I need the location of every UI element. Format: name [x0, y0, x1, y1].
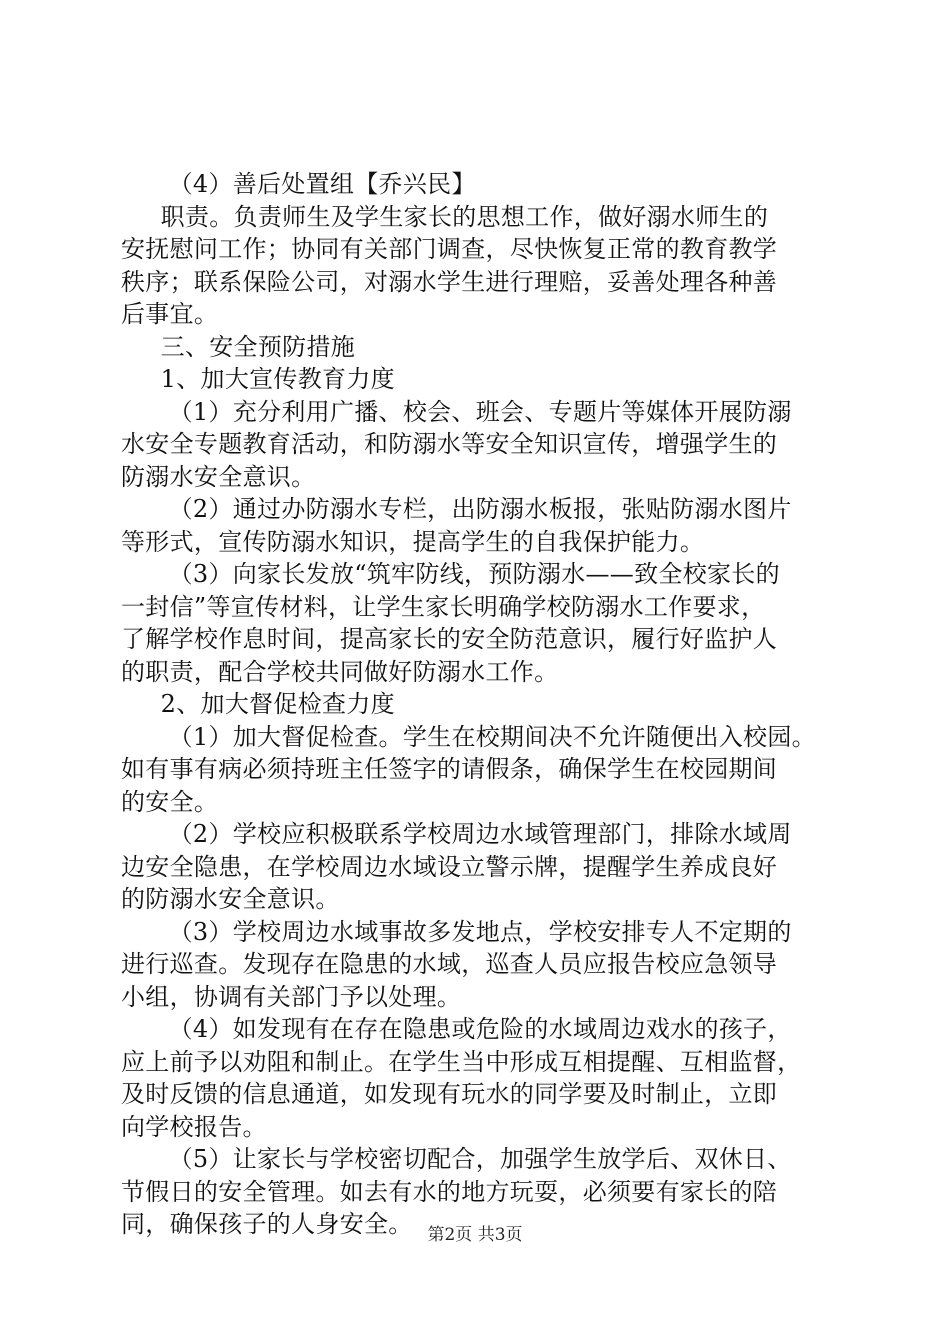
- text-line: （5）让家长与学校密切配合，加强学生放学后、双休日、: [121, 1145, 792, 1173]
- text-line: 节假日的安全管理。如去有水的地方玩耍，必须要有家长的陪: [121, 1177, 778, 1206]
- text-line: 及时反馈的信息通道，如发现有玩水的同学要及时制止，立即: [121, 1080, 778, 1108]
- text-line: 向学校报告。: [121, 1112, 267, 1141]
- text-line: 了解学校作息时间，提高家长的安全防范意识，履行好监护人: [121, 625, 778, 653]
- text-line: （3）向家长发放“筑牢防线，预防溺水——致全校家长的: [121, 560, 780, 588]
- text-line: 等形式，宣传防溺水知识，提高学生的自我保护能力。: [121, 527, 705, 556]
- text-line: 安抚慰问工作；协同有关部门调查，尽快恢复正常的教育教学: [121, 235, 778, 263]
- text-line: 2、加大督促检查力度: [121, 690, 395, 718]
- text-line: 水安全专题教育活动，和防溺水等安全知识宣传，增强学生的: [121, 430, 778, 458]
- text-line: 一封信”等宣传材料，让学生家长明确学校防溺水工作要求，: [121, 592, 766, 621]
- text-line: 1、加大宣传教育力度: [121, 365, 395, 393]
- text-line: 应上前予以劝阻和制止。在学生当中形成互相提醒、互相监督，: [121, 1047, 802, 1076]
- text-line: 边安全隐患，在学校周边水域设立警示牌，提醒学生养成良好: [121, 852, 778, 881]
- text-line: 的职责，配合学校共同做好防溺水工作。: [121, 657, 559, 686]
- document-body: [121, 168, 841, 1241]
- text-line: （4）善后处置组【乔兴民】: [121, 170, 476, 198]
- text-line: （2）通过办防溺水专栏，出防溺水板报，张贴防溺水图片: [121, 495, 792, 523]
- text-line: 后事宜。: [121, 300, 219, 328]
- text-line: （3）学校周边水域事故多发地点，学校安排专人不定期的: [121, 917, 792, 946]
- text-line: 三、安全预防措施: [121, 332, 356, 361]
- text-line: （1）加大督促检查。学生在校期间决不允许随便出入校园。: [121, 722, 816, 751]
- text-line: 的防溺水安全意识。: [121, 885, 340, 913]
- text-line: 如有事有病必须持班主任签字的请假条，确保学生在校园期间: [121, 755, 778, 783]
- text-line: 的安全。: [121, 787, 219, 816]
- text-line: 同，确保孩子的人身安全。: [121, 1210, 413, 1238]
- text-line: 秩序；联系保险公司，对溺水学生进行理赔，妥善处理各种善: [121, 267, 778, 296]
- text-line: （1）充分利用广播、校会、班会、专题片等媒体开展防溺: [121, 397, 792, 426]
- text-line: 职责。负责师生及学生家长的思想工作，做好溺水师生的: [121, 202, 769, 231]
- text-line: 防溺水安全意识。: [121, 462, 316, 491]
- text-line: （2）学校应积极联系学校周边水域管理部门，排除水域周: [121, 820, 792, 848]
- text-line: （4）如发现有在存在隐患或危险的水域周边戏水的孩子，: [121, 1015, 792, 1043]
- text-line: 进行巡查。发现存在隐患的水域，巡查人员应报告校应急领导: [121, 950, 778, 978]
- page-footer: 第2页 共3页: [427, 1225, 523, 1245]
- text-line: 小组，协调有关部门予以处理。: [121, 982, 462, 1011]
